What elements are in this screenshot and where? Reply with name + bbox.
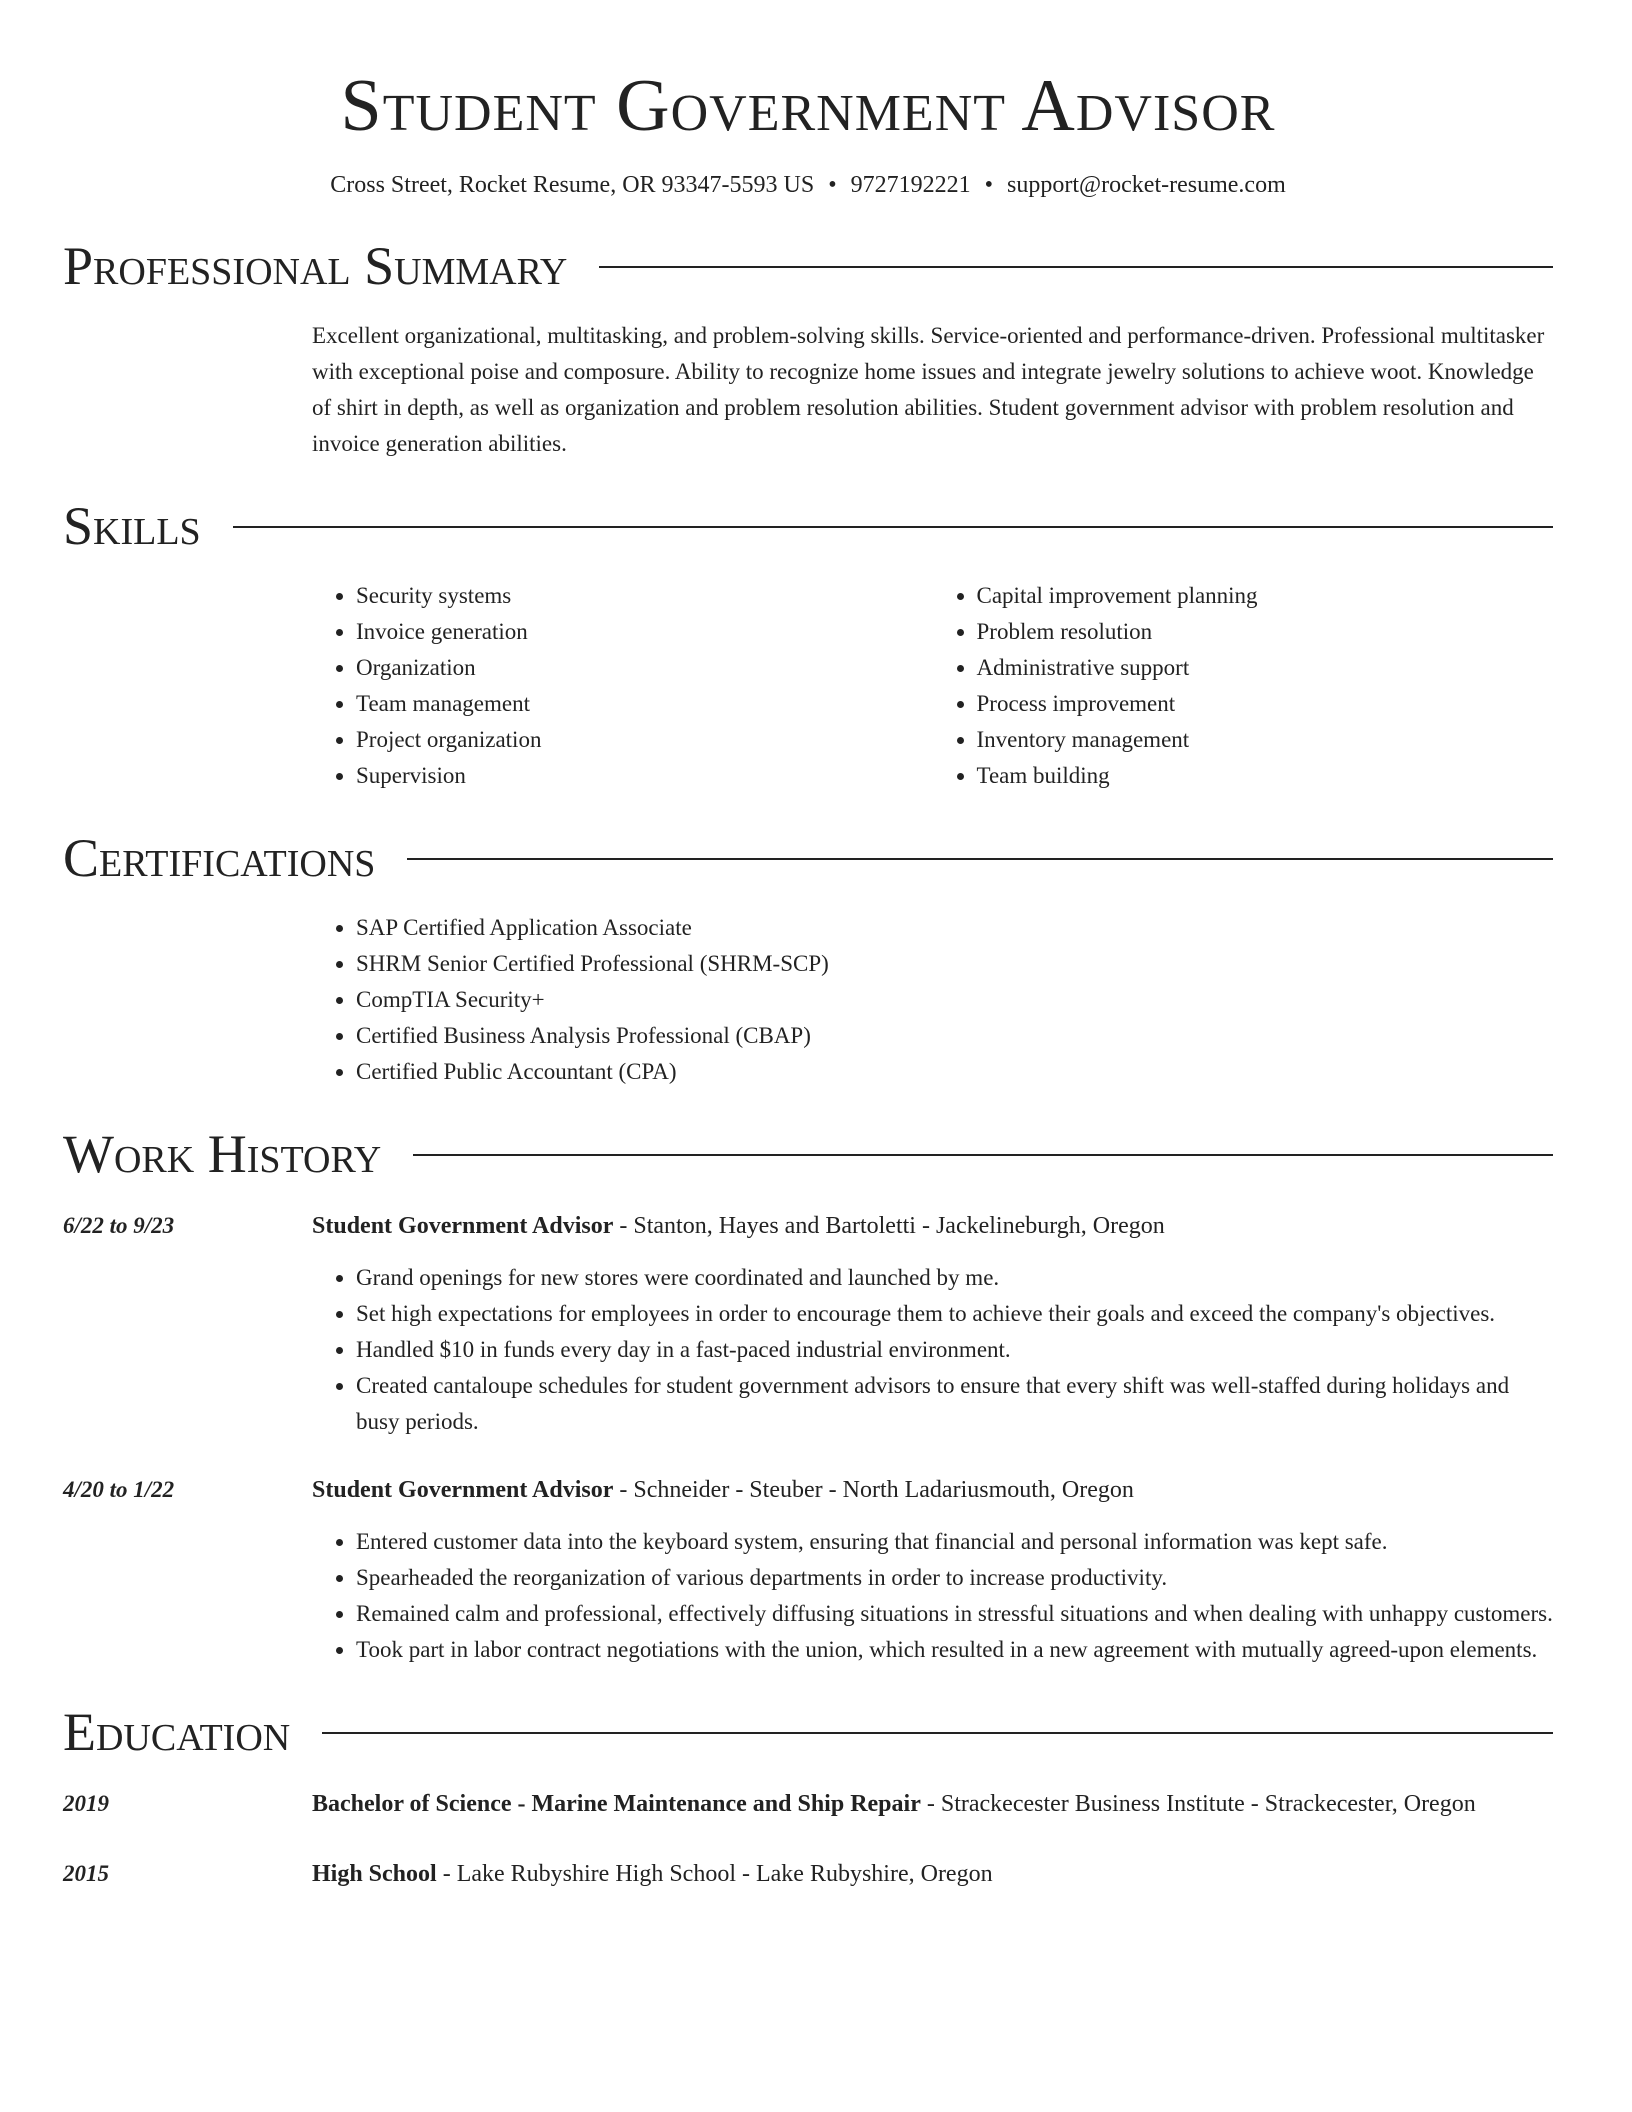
education-detail: [312, 1854, 1553, 1894]
job-bullet: • Remained calm and professional, effectively diffusing situations in stressful situations and when dealing with unhappy customers.: [356, 1596, 1553, 1632]
job-employer: - Stanton, Hayes and Bartoletti - Jackelineburgh, Oregon: [613, 1213, 1165, 1239]
work-heading: Work History: [63, 1124, 382, 1184]
skill-item: • Team building: [977, 758, 1554, 794]
skills-grid: [312, 578, 1553, 794]
job-employer: - Schneider - Steuber - North Ladariusmouth, Oregon: [613, 1477, 1134, 1503]
job-detail: [312, 1470, 1553, 1668]
job-bullet: • Spearheaded the reorganization of various departments in order to increase productivity.: [356, 1560, 1553, 1596]
summary-text: Excellent organizational, multitasking, and problem-solving skills. Service-oriented and performance-driven. Professional multitasker with exceptional poise and composure. Ability to recognize home issues and integrate jewelry solutions to achieve woot. Knowledge of shirt in depth, as well as organization and problem resolution abilities. Student government advisor with problem resolution and invoice generation abilities.: [312, 323, 1545, 456]
job-dates: 4/20 to 1/22: [63, 1477, 175, 1502]
contact-line: [63, 168, 1553, 202]
section-divider: [322, 1732, 1553, 1734]
work-section-header: [63, 1124, 1553, 1184]
certification-item: • CompTIA Security+: [356, 982, 1553, 1018]
candidate-name: Student Government Advisor: [340, 65, 1276, 147]
skill-item: • Project organization: [356, 722, 933, 758]
certification-item: • Certified Business Analysis Professional (CBAP): [356, 1018, 1553, 1054]
skill-item: • Organization: [356, 650, 933, 686]
job-dates: 6/22 to 9/23: [63, 1213, 175, 1238]
skills-heading: Skills: [63, 496, 201, 556]
skill-item: • Supervision: [356, 758, 933, 794]
contact-separator: •: [828, 172, 837, 198]
job-bullets: [312, 1260, 1553, 1440]
certifications-list: [312, 910, 1553, 1090]
education-entry: [63, 1784, 1553, 1824]
education-school: - Lake Rubyshire High School - Lake Rubyshire, Oregon: [436, 1861, 993, 1887]
job-title: Student Government Advisor: [312, 1213, 614, 1239]
summary-heading: Professional Summary: [63, 236, 568, 296]
education-year: 2015: [63, 1861, 109, 1886]
education-school: - Strackecester Business Institute - Strackecester, Oregon: [920, 1791, 1476, 1817]
job-entry: [63, 1206, 1553, 1440]
skills-list-right: [933, 578, 1554, 794]
job-bullet: • Created cantaloupe schedules for student government advisors to ensure that every shift was well-staffed during holidays and busy periods.: [356, 1368, 1553, 1440]
education-detail: [312, 1784, 1553, 1824]
contact-separator: •: [984, 172, 994, 198]
section-divider: [407, 858, 1553, 860]
job-bullet: • Grand openings for new stores were coordinated and launched by me.: [356, 1260, 1553, 1296]
education-degree: Bachelor of Science - Marine Maintenance and Ship Repair: [312, 1791, 921, 1817]
education-section-header: [63, 1702, 1553, 1762]
certifications-block: [312, 910, 1553, 1090]
certification-item: • SAP Certified Application Associate: [356, 910, 1553, 946]
job-detail: [312, 1206, 1553, 1440]
job-bullet: • Took part in labor contract negotiations with the union, which resulted in a new agreement with mutually agreed-upon elements.: [356, 1632, 1553, 1668]
skill-item: • Team management: [356, 686, 933, 722]
resume-page: [63, 0, 1553, 1894]
skill-item: • Invoice generation: [356, 614, 933, 650]
contact-email: support@rocket-resume.com: [1007, 172, 1286, 198]
skill-item: • Inventory management: [977, 722, 1554, 758]
education-degree: High School: [312, 1861, 437, 1887]
education-entry: [63, 1854, 1553, 1894]
certifications-heading: Certifications: [63, 828, 376, 888]
education-year: 2019: [63, 1791, 109, 1816]
skill-item: • Capital improvement planning: [977, 578, 1554, 614]
section-divider: [413, 1154, 1553, 1156]
skill-item: • Security systems: [356, 578, 933, 614]
certification-item: • SHRM Senior Certified Professional (SHRM-SCP): [356, 946, 1553, 982]
skill-item: • Problem resolution: [977, 614, 1554, 650]
section-divider: [233, 526, 1553, 528]
job-bullets: [312, 1524, 1553, 1668]
job-bullet: • Handled $10 in funds every day in a fast-paced industrial environment.: [356, 1332, 1553, 1368]
contact-address: Cross Street, Rocket Resume, OR 93347-5593 US: [330, 172, 815, 198]
contact-phone: 9727192221: [850, 172, 971, 198]
skills-list-left: [312, 578, 933, 794]
job-heading-line: [312, 1206, 1553, 1246]
job-entry: [63, 1470, 1553, 1668]
skill-item: • Administrative support: [977, 650, 1554, 686]
certifications-section-header: [63, 828, 1553, 888]
summary-section-header: [63, 236, 1553, 296]
certification-item: • Certified Public Accountant (CPA): [356, 1054, 1553, 1090]
education-heading: Education: [63, 1702, 291, 1762]
job-title: Student Government Advisor: [312, 1477, 614, 1503]
section-divider: [599, 266, 1553, 268]
skill-item: • Process improvement: [977, 686, 1554, 722]
job-bullet: • Set high expectations for employees in order to encourage them to achieve their goals and exceed the company's objectives.: [356, 1296, 1553, 1332]
job-bullet: • Entered customer data into the keyboard system, ensuring that financial and personal information was kept safe.: [356, 1524, 1553, 1560]
job-heading-line: [312, 1470, 1553, 1510]
skills-section-header: [63, 496, 1553, 556]
